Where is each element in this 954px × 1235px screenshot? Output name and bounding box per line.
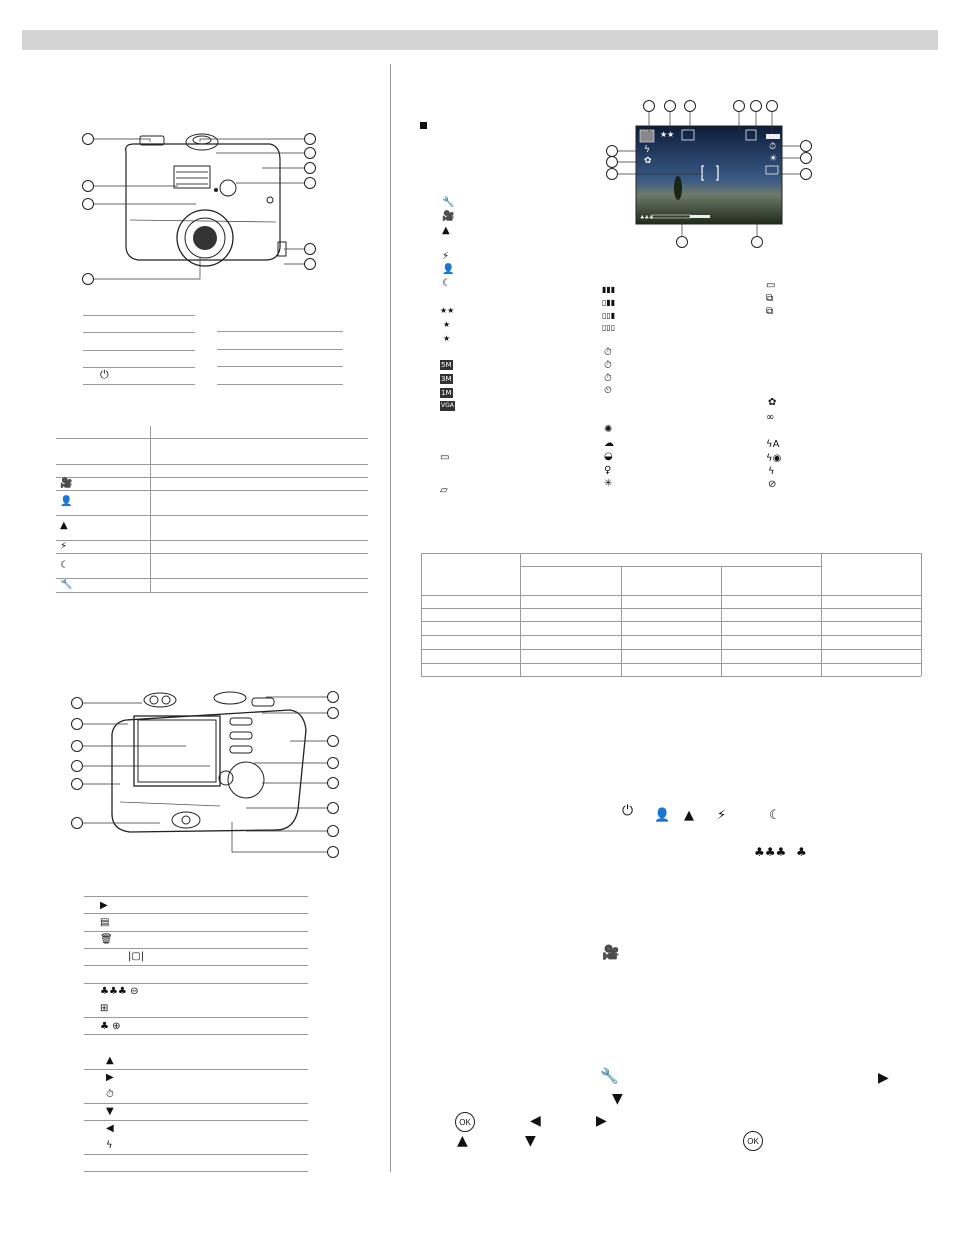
lcd-macro-icon: ✿ [644,156,652,166]
flash-redeye-icon: ϟ◉ [766,453,782,464]
wide-zoom-icon: ♣♣♣ ⊖ [100,986,139,997]
back-list-rule [84,1120,308,1121]
playback-icon: ▶ [100,900,108,911]
auto-exposure-bracket-icon: ⧉ [766,306,774,317]
wb-sunset-icon: ◒ [604,451,613,462]
wb-tungsten-icon: ♀ [604,465,612,476]
stars-2-icon: ★ [443,320,451,329]
flash-icon: ϟ [106,1140,113,1151]
capacity-table-rule [421,635,921,636]
night-portrait-icon: ☾ [442,278,451,289]
timer-off-icon: ⏲ [604,385,612,396]
resolution-1m-icon: 1M [441,389,452,397]
right-arrow-icon: ▶ [106,1072,114,1083]
right-arrow-icon: ▶ [878,1070,889,1086]
landscape-icon: ▲ [60,520,68,531]
movie-icon: 🎥 [442,211,455,222]
wb-auto-icon: ✺ [604,424,613,435]
lcd-callout-leaders [0,0,954,260]
capacity-table-column-rule [621,566,622,676]
timer-2s-icon: ⏱ [604,360,612,371]
battery-two-thirds-icon: ▯▮▮ [602,298,616,307]
sport-icon: ⚡ [442,251,450,262]
continuous-shot-icon: ⧉ [766,293,774,304]
lcd-sun-icon: ☀ [769,154,778,164]
sport-icon: ⚡ [717,808,727,823]
setup-icon: 🔧 [442,197,455,208]
back-list-rule [84,948,308,949]
capacity-table-column-rule [921,553,922,676]
back-list-rule [84,1154,308,1155]
battery-one-third-icon: ▯▯▮ [602,311,616,320]
internal-memory-icon: ▱ [440,485,448,496]
back-list-rule [84,1017,308,1018]
macro-icon: ✿ [768,397,777,408]
down-arrow-icon: ▼ [525,1133,536,1149]
back-list-rule [84,1034,308,1035]
capacity-table-column-rule [821,553,822,676]
flash-off-icon: ⊘ [768,479,777,490]
back-list-rule [84,983,308,984]
capacity-table-rule [421,649,921,650]
tele-zoom-icon: ♣ ⊕ [100,1021,121,1032]
left-arrow-icon: ◀ [106,1123,114,1134]
stars-3-icon: ★★ [440,306,455,315]
flash-auto-icon: ϟA [766,439,780,450]
back-list-rule [84,1103,308,1104]
self-timer-icon: ⏱ [106,1089,114,1100]
battery-full-icon: ▮▮▮ [602,285,616,294]
left-arrow-icon: ◀ [530,1113,541,1129]
capacity-table-rule [421,621,921,622]
portrait-icon: 👤 [654,808,671,823]
infinity-focus-icon: ∞ [766,412,775,423]
landscape-icon: ▲ [684,808,694,823]
battery-empty-icon: ▯▯▯ [602,323,616,332]
capacity-table-rule [520,566,822,567]
thumbnail-icon: ⊞ [100,1003,109,1014]
power-icon: ⏻ [622,803,634,819]
setup-icon: 🔧 [60,579,73,590]
movie-icon: 🎥 [60,478,73,489]
back-list-rule [84,913,308,914]
power-icon: ⏻ [100,368,109,381]
wb-fluorescent-icon: ✳ [604,478,613,489]
tree-tele-icon: ♣ [796,845,807,859]
back-list-rule [84,1069,308,1070]
down-arrow-icon: ▼ [106,1106,114,1117]
portrait-icon: 👤 [60,496,73,507]
back-list-rule [84,965,308,966]
delete-icon: 🗑 [100,934,113,945]
up-arrow-icon: ▲ [106,1055,114,1066]
back-list-rule [84,896,308,897]
right-arrow-icon: ▶ [596,1113,607,1129]
night-portrait-icon: ☾ [769,808,781,823]
up-arrow-icon: ▲ [457,1133,468,1149]
capacity-table-rule [421,608,921,609]
lcd-flash-icon: ϟ [644,145,650,155]
setup-icon: 🔧 [600,1067,619,1085]
capacity-table-column-rule [421,553,422,676]
display-icon: |▢| [128,951,145,962]
capacity-table-rule [421,663,921,664]
lcd-quality-icon: ★★ [660,130,675,139]
back-list-rule [84,931,308,932]
ok-button[interactable]: OK [743,1131,763,1151]
movie-icon: 🎥 [602,945,620,961]
wb-cloudy-icon: ☁ [604,438,614,449]
down-arrow-icon: ▼ [612,1091,623,1107]
night-portrait-icon: ☾ [60,560,69,571]
resolution-5m-icon: 5M [441,361,452,369]
capacity-table-rule [421,595,921,596]
sd-card-icon: ▭ [440,452,450,463]
lcd-self-timer-icon: ⏱ [769,142,777,152]
star-1-icon: ★ [443,334,451,343]
resolution-vga-icon: VGA [441,402,454,409]
capacity-table-rule [421,553,921,554]
capacity-table-column-rule [721,566,722,676]
timer-10s-icon: ⏱ [604,347,612,358]
back-list-rule [84,1171,308,1172]
svg-text:♣♣♣: ♣♣♣ [640,215,654,221]
trees-wide-icon: ♣♣♣ [754,845,787,859]
ok-button[interactable]: OK [455,1112,475,1132]
capacity-table-rule [421,676,921,677]
sport-icon: ⚡ [60,541,68,552]
single-shot-icon: ▭ [766,280,776,291]
flash-on-icon: ϟ [768,466,775,477]
menu-icon: ▤ [100,917,110,928]
timer-double-icon: ⏱ [604,373,612,384]
resolution-3m-icon: 3M [441,375,452,383]
landscape-icon: ▲ [442,225,450,236]
capacity-table-column-rule [520,553,521,676]
portrait-icon: 👤 [442,264,455,275]
